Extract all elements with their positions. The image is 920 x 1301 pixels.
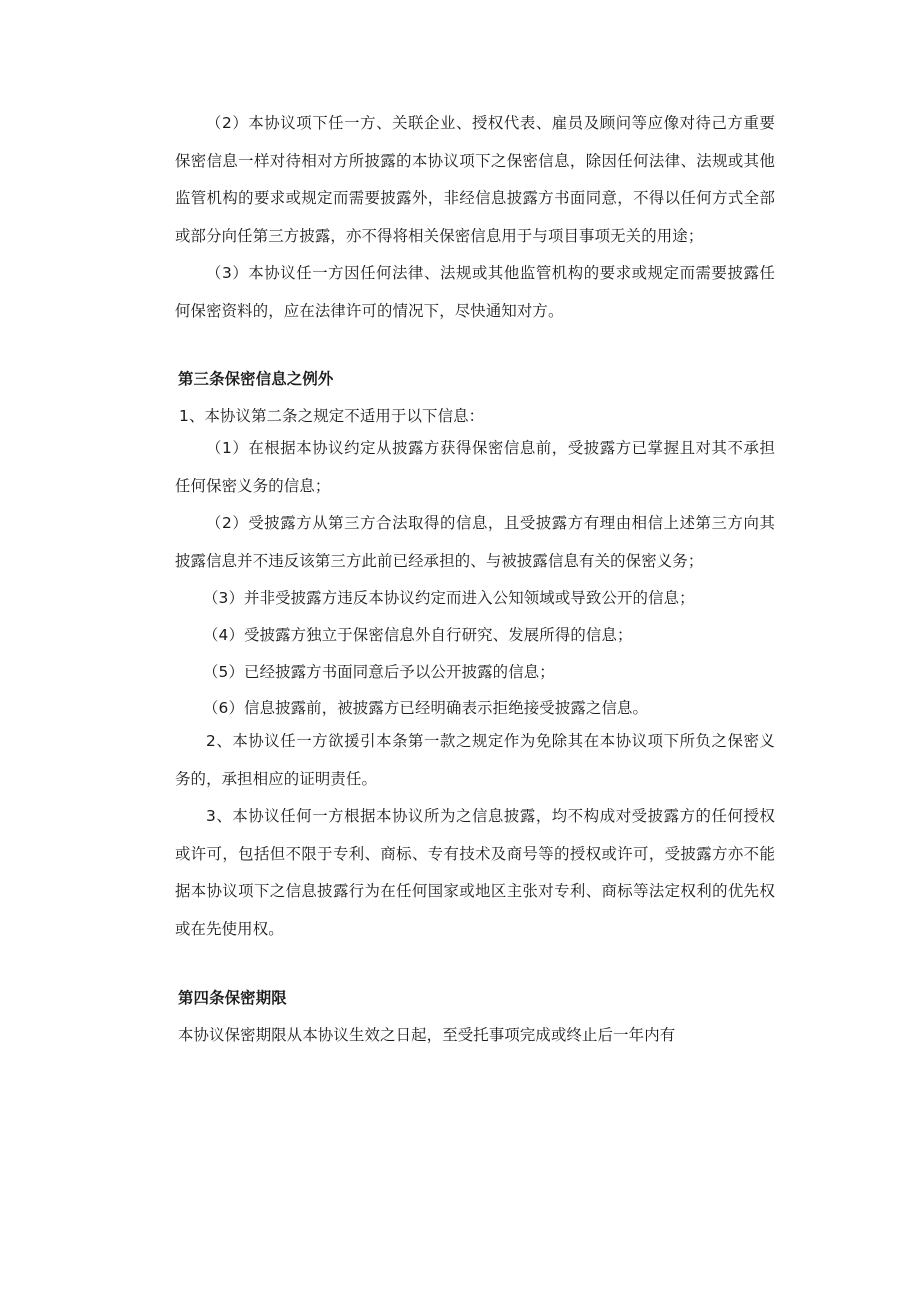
section4-body: 本协议保密期限从本协议生效之日起，至受托事项完成或终止后一年内有 <box>178 1026 676 1044</box>
section3-item-2: （2）受披露方从第三方合法取得的信息，且受披露方有理由相信上述第三方向其披露信息并不违反该第三方此前已经承担的、与被披露信息有关的保密义务； <box>175 514 775 570</box>
section2-item3: （3）本协议任一方因任何法律、法规或其他监管机构的要求或规定而需要披露任何保密资料的，应在法律许可的情况下，尽快通知对方。 <box>175 264 775 320</box>
section3-item-1: （1）在根据本协议约定从披露方获得保密信息前，受披露方已掌握且对其不承担任何保密义务的信息； <box>175 439 775 495</box>
section3-item-3: （3）并非受披露方违反本协议约定而进入公知领域或导致公开的信息； <box>203 589 695 607</box>
section3-item-5: （5）已经披露方书面同意后予以公开披露的信息； <box>203 663 555 681</box>
section3-clause3: 3、本协议任何一方根据本协议所为之信息披露，均不构成对受披露方的任何授权或许可，包括但不限于专利、商标、专有技术及商号等的授权或许可，受披露方亦不能据本协议项下之信息披露行为在任何国家或地区主张对专利、商标等法定权利的优先权或在先使用权。 <box>175 807 775 938</box>
section3-clause2: 2、本协议任一方欲援引本条第一款之规定作为免除其在本协议项下所负之保密义务的，承担相应的证明责任。 <box>175 732 775 788</box>
section2-item2: （2）本协议项下任一方、关联企业、授权代表、雇员及顾问等应像对待己方重要保密信息一样对待相对方所披露的本协议项下之保密信息，除因任何法律、法规或其他监管机构的要求或规定而需要披露外，非经信息披露方书面同意，不得以任何方式全部或部分向任第三方披露，亦不得将相关保密信息用于与项目事项无关的用途； <box>175 114 775 245</box>
section4-heading: 第四条保密期限 <box>178 989 287 1007</box>
section3-clause1: 1、本协议第二条之规定不适用于以下信息： <box>179 407 485 425</box>
section3-item-6: （6）信息披露前，被披露方已经明确表示拒绝接受披露之信息。 <box>203 699 649 717</box>
section3-item-4: （4）受披露方独立于保密信息外自行研究、发展所得的信息； <box>203 626 633 644</box>
section3-heading: 第三条保密信息之例外 <box>178 370 334 388</box>
